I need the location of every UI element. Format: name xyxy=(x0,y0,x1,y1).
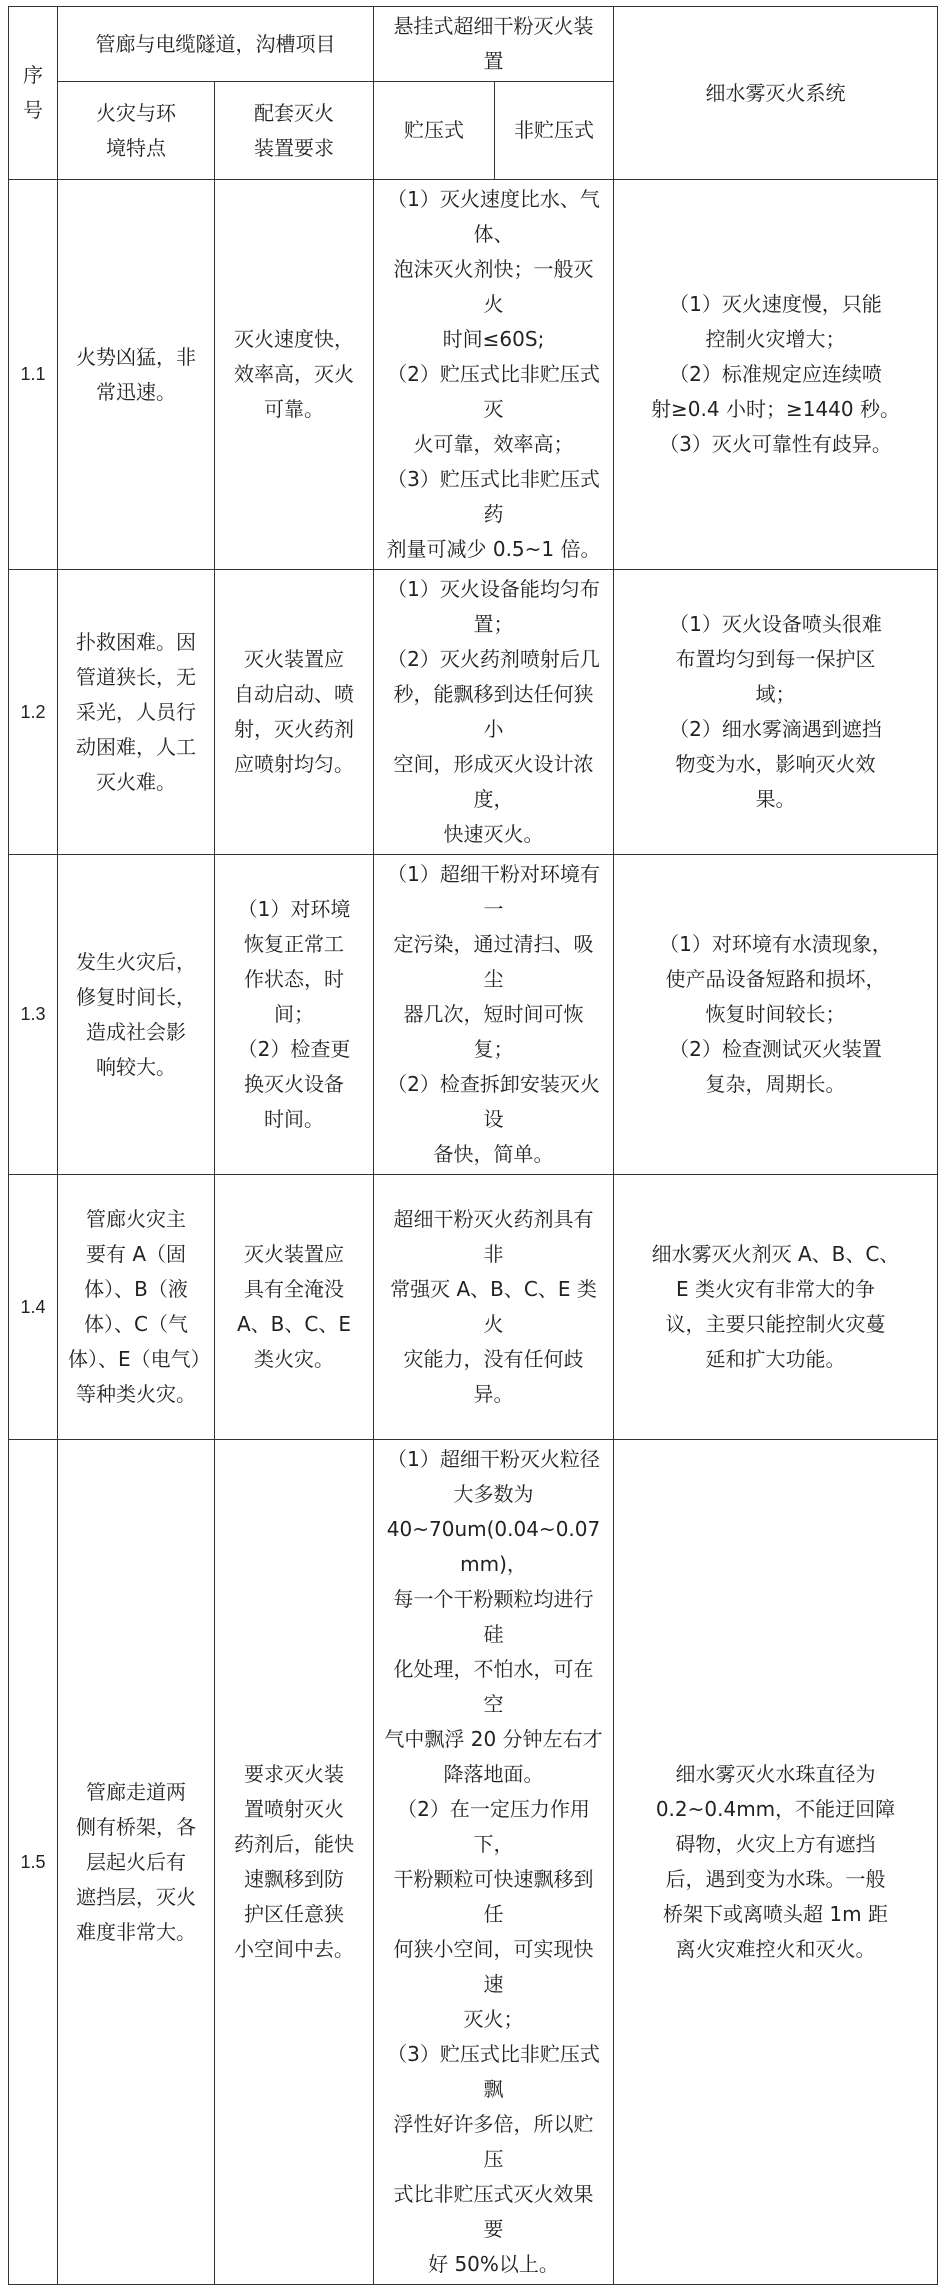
header-row-1 xyxy=(9,7,938,82)
cell-line: 发生火灾后， xyxy=(76,949,196,974)
cell-line: 遮挡层，灭火 xyxy=(76,1884,196,1909)
cell-line: 空间，形成灭火设计浓度， xyxy=(393,752,594,811)
cell-line: 后，遇到变为水珠。一般 xyxy=(665,1867,886,1891)
feature-cell xyxy=(58,1440,215,2285)
cell-line: 常迅速。 xyxy=(96,379,176,404)
cell-line: 细水雾灭火剂灭 A、B、C、 xyxy=(651,1242,900,1266)
feature-cell xyxy=(58,180,215,570)
cell-line: 何狭小空间，可实现快速 xyxy=(393,1937,594,1996)
feature-cell xyxy=(58,855,215,1175)
cell-line: （1）灭火速度比水、气体、 xyxy=(387,187,600,246)
require-cell xyxy=(215,570,374,855)
require-header xyxy=(215,82,374,180)
cell-line: （1）灭火设备能均匀布 xyxy=(387,577,600,601)
cell-line: 应喷射均匀。 xyxy=(234,752,354,776)
cell-line: 每一个干粉颗粒均进行硅 xyxy=(393,1587,594,1646)
row-index: 1.5 xyxy=(9,1440,58,2285)
header-text: 装置要求 xyxy=(254,135,334,160)
header-text: 配套灭火 xyxy=(254,100,334,125)
table-row xyxy=(9,1440,938,2285)
cell-line: 定污染，通过清扫、吸尘 xyxy=(393,932,594,991)
cell-line: 层起火后有 xyxy=(86,1849,186,1874)
cell-line: （1）灭火速度慢，只能 xyxy=(669,292,882,316)
cell-line: 0.2~0.4mm，不能迂回障 xyxy=(655,1797,896,1821)
mist-cell xyxy=(614,1175,938,1440)
cell-line: （1）超细干粉灭火粒径 xyxy=(387,1447,600,1471)
cell-line: （1）对环境有水渍现象， xyxy=(659,932,892,956)
header-text: 号 xyxy=(23,98,43,122)
cell-line: 射≥0.4 小时；≥1440 秒。 xyxy=(651,397,900,421)
cell-line: A、B、C、E xyxy=(236,1312,351,1336)
cell-line: 效率高，灭火 xyxy=(234,362,354,386)
table-row xyxy=(9,180,938,570)
cell-line: （3）贮压式比非贮压式药 xyxy=(387,467,600,526)
cell-line: 管廊走道两 xyxy=(86,1779,186,1804)
cell-line: 类火灾。 xyxy=(254,1347,334,1371)
cell-line: 降落地面。 xyxy=(443,1762,544,1786)
cell-line: 采光，人员行 xyxy=(76,699,196,724)
cell-line: 式比非贮压式灭火效果要 xyxy=(393,2182,594,2241)
cell-line: 40~70um(0.04~0.07mm)， xyxy=(386,1517,601,1576)
header-text: 火灾与环 xyxy=(96,100,176,125)
cell-line: 干粉颗粒可快速飘移到任 xyxy=(393,1867,594,1926)
cell-line: 备快，简单。 xyxy=(433,1142,554,1166)
cell-line: 置； xyxy=(473,612,514,636)
cell-line: （3）灭火可靠性有歧异。 xyxy=(659,432,892,456)
cell-line: 恢复正常工 xyxy=(244,932,344,956)
cell-line: 要有 A（固 xyxy=(85,1242,187,1266)
cell-line: 恢复时间较长； xyxy=(705,1002,846,1026)
cell-line: 气中飘浮 20 分钟左右才 xyxy=(384,1727,603,1751)
powder-cell xyxy=(374,570,614,855)
cell-line: 时间≤60S; xyxy=(442,327,545,351)
cell-line: 细水雾灭火水珠直径为 xyxy=(675,1762,876,1786)
cell-line: 常强灭 A、B、C、E 类火 xyxy=(390,1277,597,1336)
cell-line: 小空间中去。 xyxy=(234,1937,354,1961)
cell-line: 化处理，不怕水，可在空 xyxy=(393,1657,594,1716)
cell-line: 好 50%以上。 xyxy=(428,2252,559,2276)
cell-line: E 类火灾有非常大的争 xyxy=(676,1277,875,1301)
cell-line: 物变为水，影响灭火效 xyxy=(675,752,876,776)
cell-line: 侧有桥架，各 xyxy=(76,1814,196,1839)
cell-line: 造成社会影 xyxy=(86,1019,186,1044)
cell-line: 桥架下或离喷头超 1m 距 xyxy=(663,1902,888,1926)
cell-line: 修复时间长， xyxy=(76,984,196,1009)
cell-line: （2）检查测试灭火装置 xyxy=(669,1037,882,1061)
cell-line: 等种类火灾。 xyxy=(76,1382,196,1406)
cell-line: （3）贮压式比非贮压式飘 xyxy=(387,2042,600,2101)
row-index: 1.4 xyxy=(9,1175,58,1440)
comparison-table xyxy=(8,6,938,2285)
cell-line: 扑救困难。因 xyxy=(76,629,196,654)
device-header: 悬挂式超细干粉灭火装置 xyxy=(374,7,614,82)
cell-line: （2）标准规定应连续喷 xyxy=(669,362,882,386)
feature-cell xyxy=(58,570,215,855)
cell-line: 管道狭长，无 xyxy=(76,664,196,689)
cell-line: 超细干粉灭火药剂具有非 xyxy=(393,1207,594,1266)
stored-header: 贮压式 xyxy=(374,82,495,180)
powder-cell xyxy=(374,1175,614,1440)
cell-line: 护区任意狭 xyxy=(244,1902,344,1926)
cell-line: 换灭火设备 xyxy=(244,1072,344,1096)
table-row xyxy=(9,855,938,1175)
cell-line: 管廊火灾主 xyxy=(86,1207,186,1231)
cell-line: 火势凶猛，非 xyxy=(76,344,196,369)
row-index: 1.3 xyxy=(9,855,58,1175)
cell-line: 浮性好许多倍，所以贮压 xyxy=(393,2112,594,2171)
cell-line: （2）检查更 xyxy=(237,1037,351,1061)
mist-cell xyxy=(614,1440,938,2285)
cell-line: 作状态，时 xyxy=(244,967,344,991)
row-index: 1.2 xyxy=(9,570,58,855)
cell-line: 灭火速度快， xyxy=(234,327,354,351)
mist-cell xyxy=(614,855,938,1175)
cell-line: 灭火装置应 xyxy=(244,1242,344,1266)
cell-line: 布置均匀到每一保护区 xyxy=(675,647,876,671)
cell-line: 射，灭火药剂 xyxy=(234,717,354,741)
mist-cell xyxy=(614,180,938,570)
cell-line: 果。 xyxy=(755,787,796,811)
seq-header xyxy=(9,7,58,180)
cell-line: 复杂，周期长。 xyxy=(705,1072,846,1096)
feature-header xyxy=(58,82,215,180)
cell-line: 碍物，火灾上方有遮挡 xyxy=(675,1832,876,1856)
cell-line: 灭火装置应 xyxy=(244,647,344,671)
cell-line: （2）检查拆卸安装灭火设 xyxy=(387,1072,600,1131)
cell-line: 灭火难。 xyxy=(96,769,176,794)
cell-line: 控制火灾增大； xyxy=(705,327,846,351)
cell-line: （2）贮压式比非贮压式灭 xyxy=(387,362,600,421)
header-text: 境特点 xyxy=(106,135,166,160)
cell-line: 速飘移到防 xyxy=(244,1867,344,1891)
cell-line: （1）灭火设备喷头很难 xyxy=(669,612,882,636)
cell-line: 使产品设备短路和损坏， xyxy=(665,967,886,991)
cell-line: 灾能力，没有任何歧异。 xyxy=(403,1347,584,1406)
require-cell xyxy=(215,180,374,570)
cell-line: 体）、C（气 xyxy=(84,1312,188,1336)
powder-cell xyxy=(374,1440,614,2285)
cell-line: 域； xyxy=(755,682,796,706)
cell-line: 议，主要只能控制火灾蔓 xyxy=(665,1312,886,1336)
table-row xyxy=(9,1175,938,1440)
table-row xyxy=(9,570,938,855)
group-header: 管廊与电缆隧道，沟槽项目 xyxy=(58,7,374,82)
cell-line: 秒，能飘移到达任何狭小 xyxy=(393,682,594,741)
cell-line: （2）细水雾滴遇到遮挡 xyxy=(669,717,882,741)
cell-line: 灭火； xyxy=(463,2007,524,2031)
cell-line: 可靠。 xyxy=(264,397,324,421)
nonstored-header: 非贮压式 xyxy=(495,82,614,180)
powder-cell xyxy=(374,180,614,570)
row-index: 1.1 xyxy=(9,180,58,570)
cell-line: 具有全淹没 xyxy=(244,1277,344,1301)
cell-line: 泡沫灭火剂快；一般灭火 xyxy=(393,257,594,316)
cell-line: 快速灭火。 xyxy=(443,822,544,846)
cell-line: 延和扩大功能。 xyxy=(705,1347,846,1371)
header-text: 序 xyxy=(23,63,43,87)
cell-line: 体）、B（液 xyxy=(84,1277,188,1301)
require-cell xyxy=(215,1440,374,2285)
cell-line: 要求灭火装 xyxy=(244,1762,344,1786)
require-cell xyxy=(215,855,374,1175)
feature-cell xyxy=(58,1175,215,1440)
mist-header: 细水雾灭火系统 xyxy=(614,7,938,180)
mist-cell xyxy=(614,570,938,855)
require-cell xyxy=(215,1175,374,1440)
cell-line: 置喷射灭火 xyxy=(244,1797,344,1821)
cell-line: 剂量可减少 0.5~1 倍。 xyxy=(386,537,601,561)
cell-line: 器几次，短时间可恢复； xyxy=(403,1002,584,1061)
cell-line: 动困难，人工 xyxy=(76,734,196,759)
cell-line: 体）、E（电气） xyxy=(68,1347,211,1371)
cell-line: 大多数为 xyxy=(453,1482,534,1506)
cell-line: 难度非常大。 xyxy=(76,1919,196,1944)
cell-line: （2）灭火药剂喷射后几 xyxy=(387,647,600,671)
cell-line: （1）对环境 xyxy=(237,897,351,921)
cell-line: 自动启动、喷 xyxy=(234,682,354,706)
cell-line: 响较大。 xyxy=(96,1054,176,1079)
cell-line: 火可靠，效率高； xyxy=(413,432,574,456)
cell-line: 间； xyxy=(274,1002,314,1026)
powder-cell xyxy=(374,855,614,1175)
cell-line: 药剂后，能快 xyxy=(234,1832,354,1856)
cell-line: （2）在一定压力作用下， xyxy=(397,1797,590,1856)
cell-line: 离火灾难控火和灭火。 xyxy=(675,1937,876,1961)
cell-line: 时间。 xyxy=(264,1107,324,1131)
cell-line: （1）超细干粉对环境有一 xyxy=(387,862,600,921)
